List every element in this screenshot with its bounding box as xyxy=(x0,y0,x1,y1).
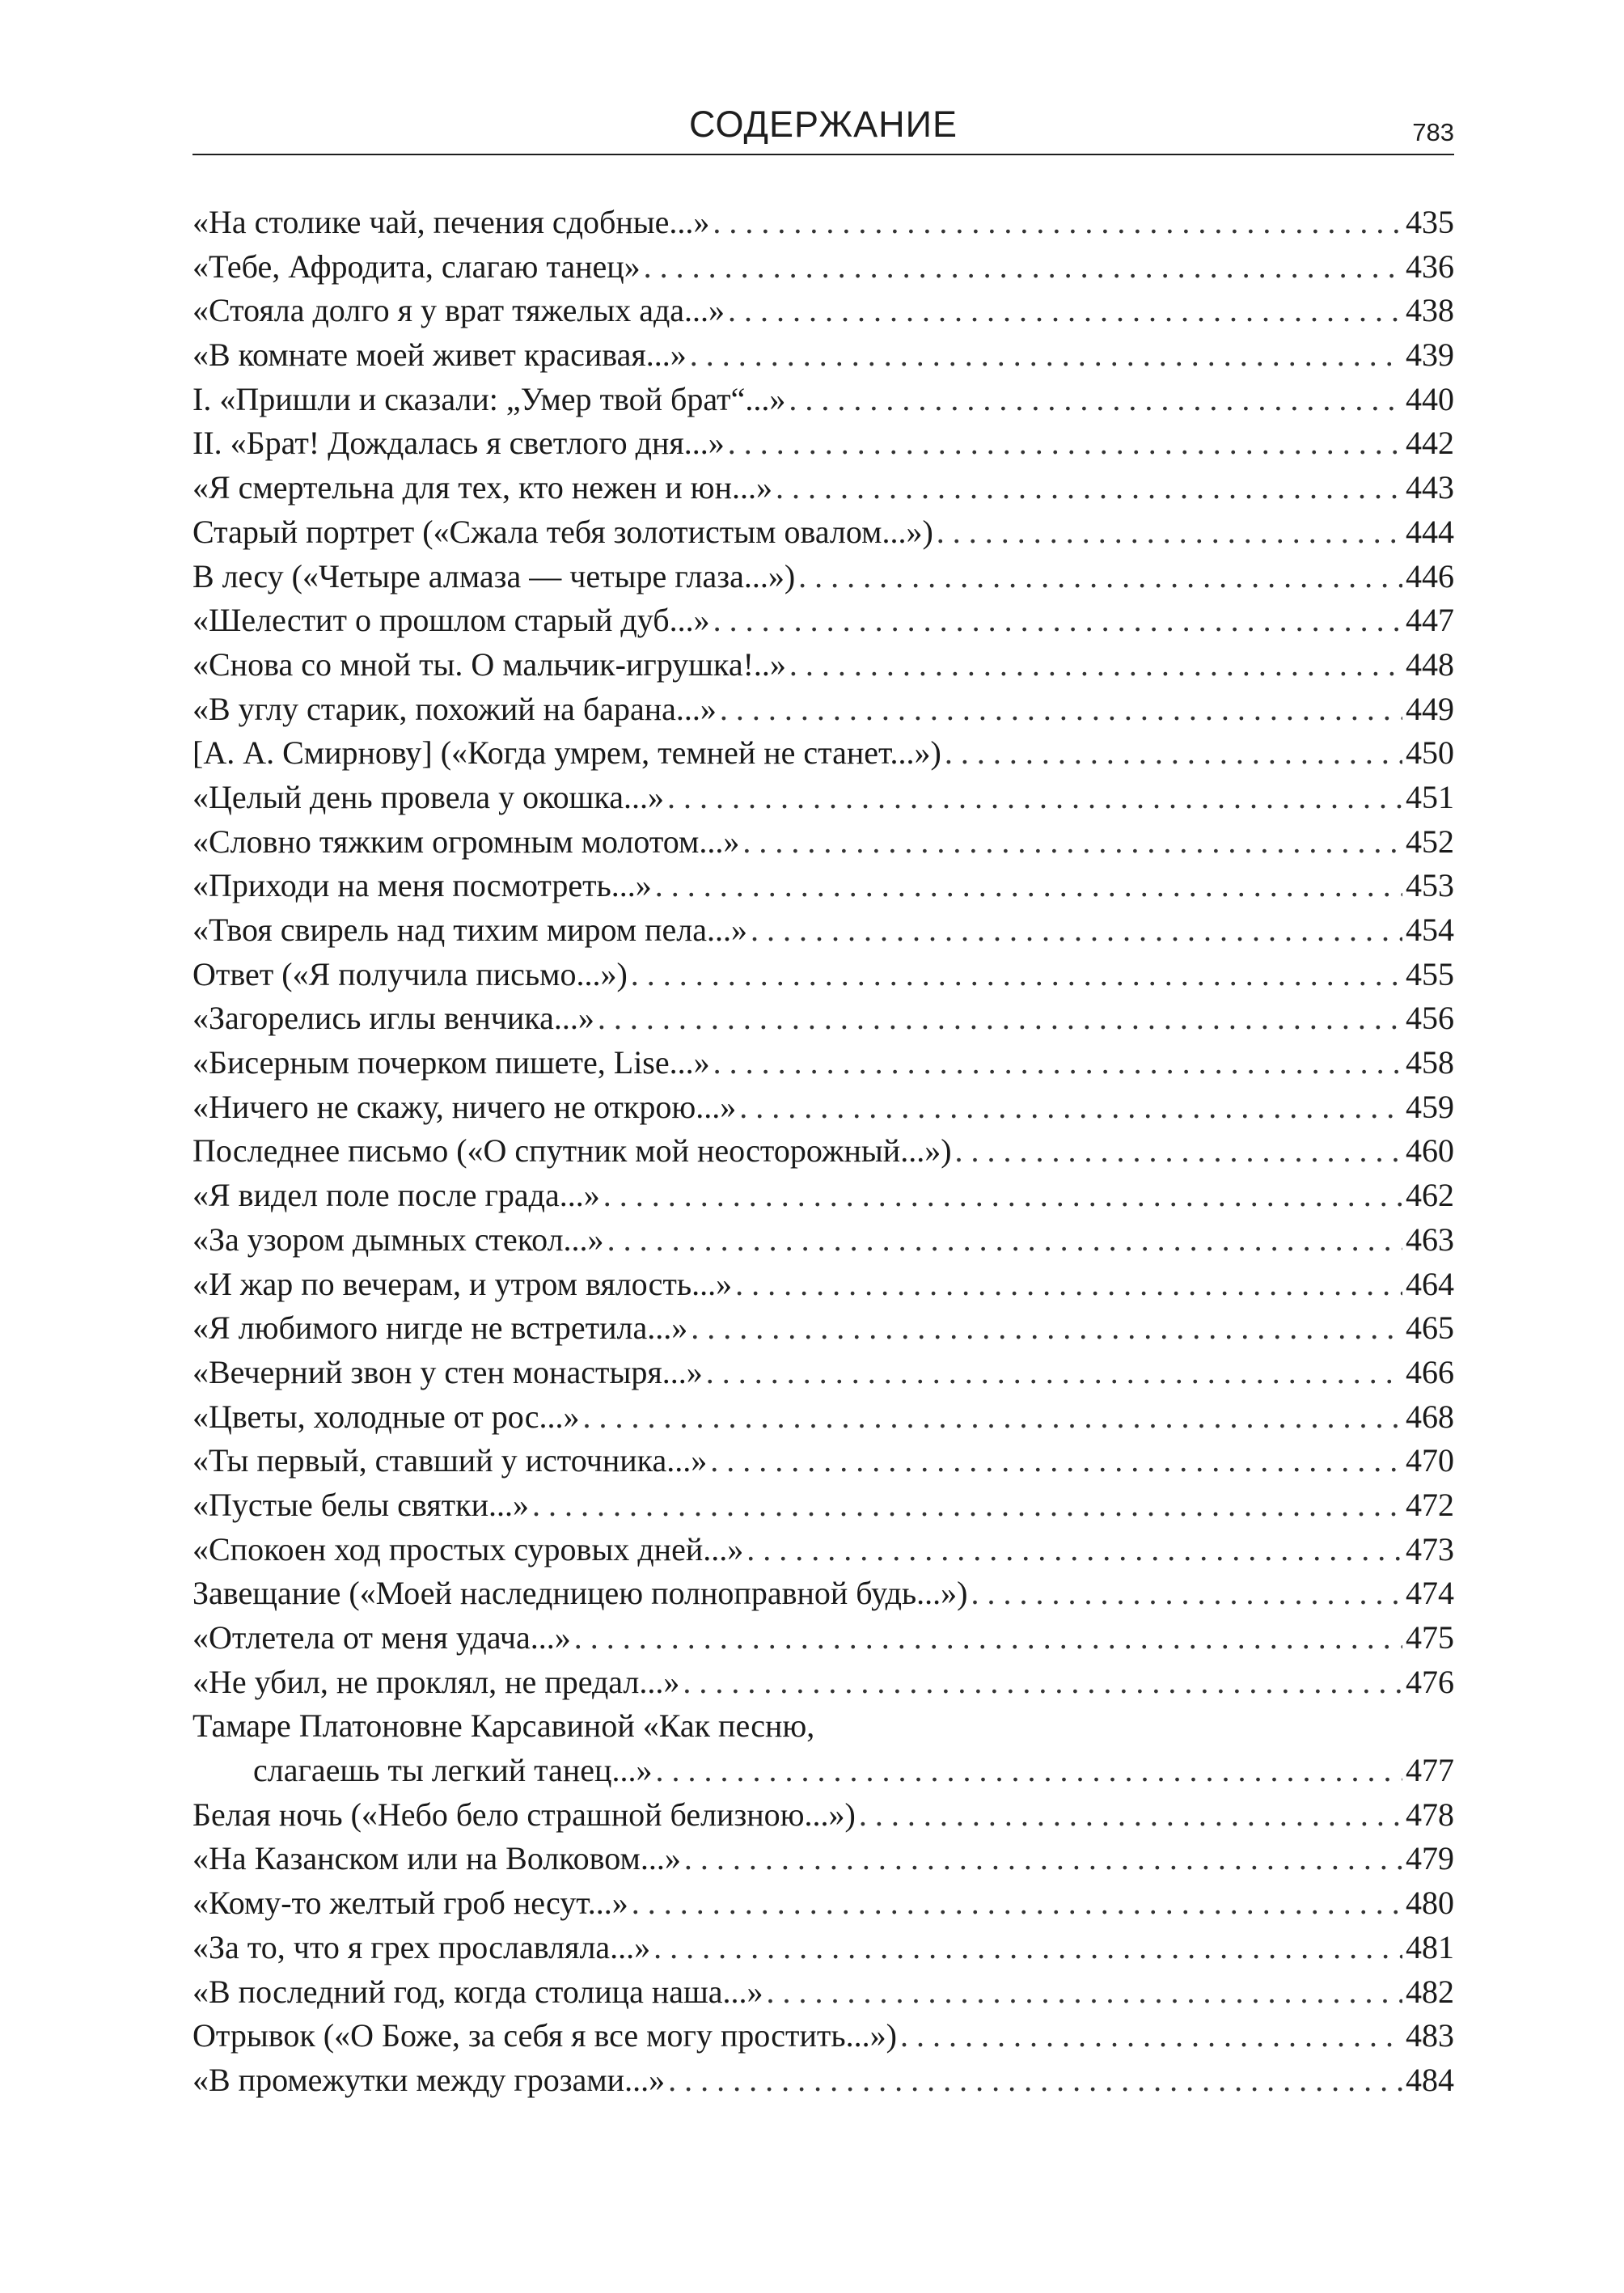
dot-leader xyxy=(655,1749,1402,1793)
dot-leader xyxy=(728,421,1402,466)
toc-entry-title: «Кому-то желтый гроб несут...» xyxy=(192,1885,628,1922)
dot-leader xyxy=(971,1572,1403,1616)
dot-leader xyxy=(653,1926,1402,1970)
toc-entry-page: 473 xyxy=(1406,1530,1454,1567)
dot-leader xyxy=(955,1129,1402,1174)
page-number: 783 xyxy=(1412,118,1454,146)
dot-leader xyxy=(598,996,1402,1041)
toc-entry-title: «И жар по вечерам, и утром вялость...» xyxy=(192,1265,733,1302)
toc-entry-page: 483 xyxy=(1406,2017,1454,2054)
dot-leader xyxy=(728,289,1402,333)
toc-entry-title: Старый портрет («Сжала тебя золотистым овалом...») xyxy=(192,513,933,550)
toc-entry xyxy=(192,1881,1454,1926)
toc-entry-page: 464 xyxy=(1406,1265,1454,1302)
running-header xyxy=(192,95,1454,155)
toc-entry xyxy=(192,1129,1454,1174)
dot-leader xyxy=(767,1970,1402,2015)
toc-entry-page: 447 xyxy=(1406,602,1454,639)
dot-leader xyxy=(644,245,1402,290)
toc-entry-title: «Я любимого нигде не встретила...» xyxy=(192,1309,688,1347)
toc-entry-page: 446 xyxy=(1406,557,1454,594)
toc-entry-page: 454 xyxy=(1406,912,1454,948)
dot-leader xyxy=(751,908,1402,953)
toc-entry xyxy=(192,864,1454,908)
toc-entry-page: 456 xyxy=(1406,1000,1454,1037)
toc-entry-title: «За узором дымных стекол...» xyxy=(192,1221,604,1258)
toc-entry xyxy=(192,1174,1454,1218)
toc-entry-page: 448 xyxy=(1406,645,1454,683)
toc-entry xyxy=(192,1616,1454,1661)
dot-leader xyxy=(574,1616,1402,1661)
dot-leader xyxy=(668,2058,1402,2103)
toc-entry-title: «Тебе, Афродита, слагаю танец» xyxy=(192,247,641,285)
toc-entry xyxy=(192,1439,1454,1483)
toc-entry xyxy=(192,1263,1454,1307)
dot-leader xyxy=(798,555,1402,599)
dot-leader xyxy=(735,1263,1402,1307)
toc-entry xyxy=(192,776,1454,820)
toc-entry-page: 443 xyxy=(1406,469,1454,506)
toc-entry xyxy=(192,1483,1454,1528)
dot-leader xyxy=(706,1351,1402,1395)
toc-entry-page: 435 xyxy=(1406,204,1454,240)
toc-entry-page: 438 xyxy=(1406,292,1454,329)
dot-leader xyxy=(742,820,1402,865)
toc-entry xyxy=(192,1926,1454,1970)
toc-entry-title: «На столике чай, печения сдобные...» xyxy=(192,204,710,240)
dot-leader xyxy=(859,1793,1402,1838)
toc-entry-page: 451 xyxy=(1406,778,1454,815)
toc-entry xyxy=(192,1395,1454,1440)
toc-entry-page: 453 xyxy=(1406,867,1454,904)
dot-leader xyxy=(607,1218,1402,1263)
dot-leader xyxy=(690,333,1402,378)
toc-entry xyxy=(192,1085,1454,1130)
page-title: СОДЕРЖАНИЕ xyxy=(689,104,958,145)
toc-entry-page: 450 xyxy=(1406,734,1454,772)
toc-entry-title: «Бисерным почерком пишете, Lise...» xyxy=(192,1044,710,1081)
toc-entry xyxy=(192,599,1454,643)
toc-entry-page: 452 xyxy=(1406,823,1454,860)
toc-entry-page: 468 xyxy=(1406,1398,1454,1435)
toc-entry-page: 455 xyxy=(1406,955,1454,992)
dot-leader xyxy=(683,1661,1402,1705)
dot-leader xyxy=(667,776,1402,820)
toc-entry-title: «Словно тяжким огромным молотом...» xyxy=(192,823,740,860)
toc-entry xyxy=(192,687,1454,732)
toc-entry xyxy=(192,289,1454,333)
toc-entry xyxy=(192,201,1454,245)
dot-leader xyxy=(900,2014,1402,2058)
dot-leader xyxy=(720,687,1402,732)
toc-entry-title: «Я смертельна для тех, кто нежен и юн...» xyxy=(192,469,772,506)
toc-entry-continuation xyxy=(192,1749,1454,1793)
toc-entry xyxy=(192,2058,1454,2103)
toc-entry-page: 475 xyxy=(1406,1619,1454,1656)
toc-entry-title: Последнее письмо («О спутник мой неосторожный...») xyxy=(192,1132,952,1170)
toc-entry xyxy=(192,1837,1454,1881)
toc-entry xyxy=(192,1661,1454,1705)
dot-leader xyxy=(691,1306,1402,1351)
toc-entry-title: «Ты первый, ставший у источника...» xyxy=(192,1442,708,1479)
toc-entry-page: 465 xyxy=(1406,1309,1454,1347)
dot-leader xyxy=(746,1528,1402,1572)
toc-entry xyxy=(192,908,1454,953)
toc-entry-page: 480 xyxy=(1406,1885,1454,1922)
toc-entry xyxy=(192,1793,1454,1838)
toc-entry-page: 442 xyxy=(1406,425,1454,462)
toc-entry-title: [А. А. Смирнову] («Когда умрем, темней не станет...») xyxy=(192,734,941,772)
toc-entry-title: «Не убил, не проклял, не предал...» xyxy=(192,1663,680,1700)
toc-entry-title-continuation: слагаешь ты легкий танец...» xyxy=(253,1752,653,1789)
toc-entry-page: 476 xyxy=(1406,1663,1454,1700)
toc-entry xyxy=(192,1218,1454,1263)
toc-entry xyxy=(192,1528,1454,1572)
toc-entry-title: I. «Пришли и сказали: „Умер твой брат“...» xyxy=(192,380,786,417)
toc-entry-page: 466 xyxy=(1406,1353,1454,1390)
toc-entry-page: 444 xyxy=(1406,513,1454,550)
toc-entry-title: Отрывок («О Боже, за себя я все могу простить...») xyxy=(192,2017,897,2054)
toc-entry-title: «Целый день провела у окошка...» xyxy=(192,778,664,815)
table-of-contents xyxy=(192,201,1454,2103)
dot-leader xyxy=(789,378,1402,422)
toc-entry xyxy=(192,555,1454,599)
toc-entry-title: «Вечерний звон у стен монастыря...» xyxy=(192,1353,703,1390)
toc-entry xyxy=(192,1306,1454,1351)
toc-entry-page: 458 xyxy=(1406,1044,1454,1081)
dot-leader xyxy=(632,1881,1402,1926)
toc-entry xyxy=(192,1351,1454,1395)
toc-entry-page: 482 xyxy=(1406,1973,1454,2010)
toc-entry-page: 449 xyxy=(1406,690,1454,727)
toc-entry-page: 472 xyxy=(1406,1486,1454,1523)
toc-entry-title: В лесу («Четыре алмаза — четыре глаза...») xyxy=(192,557,796,594)
toc-entry-page: 459 xyxy=(1406,1088,1454,1125)
dot-leader xyxy=(583,1395,1403,1440)
dot-leader xyxy=(655,864,1402,908)
toc-entry-page: 470 xyxy=(1406,1442,1454,1479)
toc-entry-page: 474 xyxy=(1406,1575,1454,1612)
toc-entry-page: 463 xyxy=(1406,1221,1454,1258)
toc-entry-title: «Шелестит о прошлом старый дуб...» xyxy=(192,602,710,639)
dot-leader xyxy=(713,599,1402,643)
toc-entry xyxy=(192,1572,1454,1616)
dot-leader xyxy=(710,1439,1402,1483)
toc-entry-title: «В промежутки между грозами...» xyxy=(192,2061,666,2098)
toc-entry xyxy=(192,731,1454,776)
dot-leader xyxy=(789,643,1402,687)
toc-entry-title: «Отлетела от меня удача...» xyxy=(192,1619,571,1656)
toc-entry xyxy=(192,378,1454,422)
toc-entry-title: Ответ («Я получила письмо...») xyxy=(192,955,628,992)
toc-entry xyxy=(192,1041,1454,1085)
toc-entry-title: «В комнате моей живет красивая...» xyxy=(192,336,687,374)
toc-entry-title: «Цветы, холодные от рос...» xyxy=(192,1398,580,1435)
toc-entry-title: «Приходи на меня посмотреть...» xyxy=(192,867,652,904)
toc-entry-title: «На Казанском или на Волковом...» xyxy=(192,1840,681,1877)
toc-entry-page: 436 xyxy=(1406,247,1454,285)
toc-entry-title: «Ничего не скажу, ничего не открою...» xyxy=(192,1088,737,1125)
toc-entry xyxy=(192,643,1454,687)
toc-entry-page: 460 xyxy=(1406,1132,1454,1170)
toc-entry-title: «За то, что я грех прославляла...» xyxy=(192,1928,651,1965)
toc-entry-page: 478 xyxy=(1406,1796,1454,1833)
toc-entry-page: 462 xyxy=(1406,1177,1454,1214)
toc-entry xyxy=(192,953,1454,997)
dot-leader xyxy=(945,731,1402,776)
toc-entry xyxy=(192,421,1454,466)
toc-entry-page: 477 xyxy=(1406,1752,1454,1789)
toc-entry-title: «В последний год, когда столица наша...» xyxy=(192,1973,763,2010)
toc-entry-title: II. «Брат! Дождалась я светлого дня...» xyxy=(192,425,725,462)
toc-entry-page: 440 xyxy=(1406,380,1454,417)
dot-leader xyxy=(631,953,1402,997)
toc-entry-page: 481 xyxy=(1406,1928,1454,1965)
toc-entry-title: «В углу старик, похожий на барана...» xyxy=(192,690,717,727)
toc-entry-title: «Стояла долго я у врат тяжелых ада...» xyxy=(192,292,725,329)
toc-entry-title: Белая ночь («Небо бело страшной белизною...») xyxy=(192,1796,856,1833)
dot-leader xyxy=(739,1085,1402,1130)
toc-entry xyxy=(192,245,1454,290)
toc-entry-page: 484 xyxy=(1406,2061,1454,2098)
dot-leader xyxy=(713,201,1402,245)
dot-leader xyxy=(684,1837,1402,1881)
toc-entry xyxy=(192,1970,1454,2015)
toc-entry-title: «Снова со мной ты. О мальчик-игрушка!..» xyxy=(192,645,786,683)
dot-leader xyxy=(776,466,1402,510)
dot-leader xyxy=(603,1174,1402,1218)
toc-entry-title: «Загорелись иглы венчика...» xyxy=(192,1000,594,1037)
dot-leader xyxy=(713,1041,1402,1085)
toc-entry-title: «Твоя свирель над тихим миром пела...» xyxy=(192,912,747,948)
toc-entry xyxy=(192,2014,1454,2058)
toc-entry xyxy=(192,820,1454,865)
toc-entry xyxy=(192,466,1454,510)
toc-entry-title: «Пустые белы святки...» xyxy=(192,1486,529,1523)
toc-entry-title: «Спокоен ход простых суровых дней...» xyxy=(192,1530,744,1567)
toc-entry xyxy=(192,996,1454,1041)
toc-entry-page: 439 xyxy=(1406,336,1454,374)
toc-entry xyxy=(192,1704,1454,1749)
toc-entry-title: Завещание («Моей наследницею полноправной будь...») xyxy=(192,1575,968,1612)
toc-entry-title: Тамаре Платоновне Карсавиной «Как песню, xyxy=(192,1707,815,1745)
dot-leader xyxy=(532,1483,1402,1528)
toc-entry-page: 479 xyxy=(1406,1840,1454,1877)
toc-entry xyxy=(192,510,1454,555)
toc-entry xyxy=(192,333,1454,378)
toc-entry-title: «Я видел поле после града...» xyxy=(192,1177,600,1214)
dot-leader xyxy=(937,510,1402,555)
